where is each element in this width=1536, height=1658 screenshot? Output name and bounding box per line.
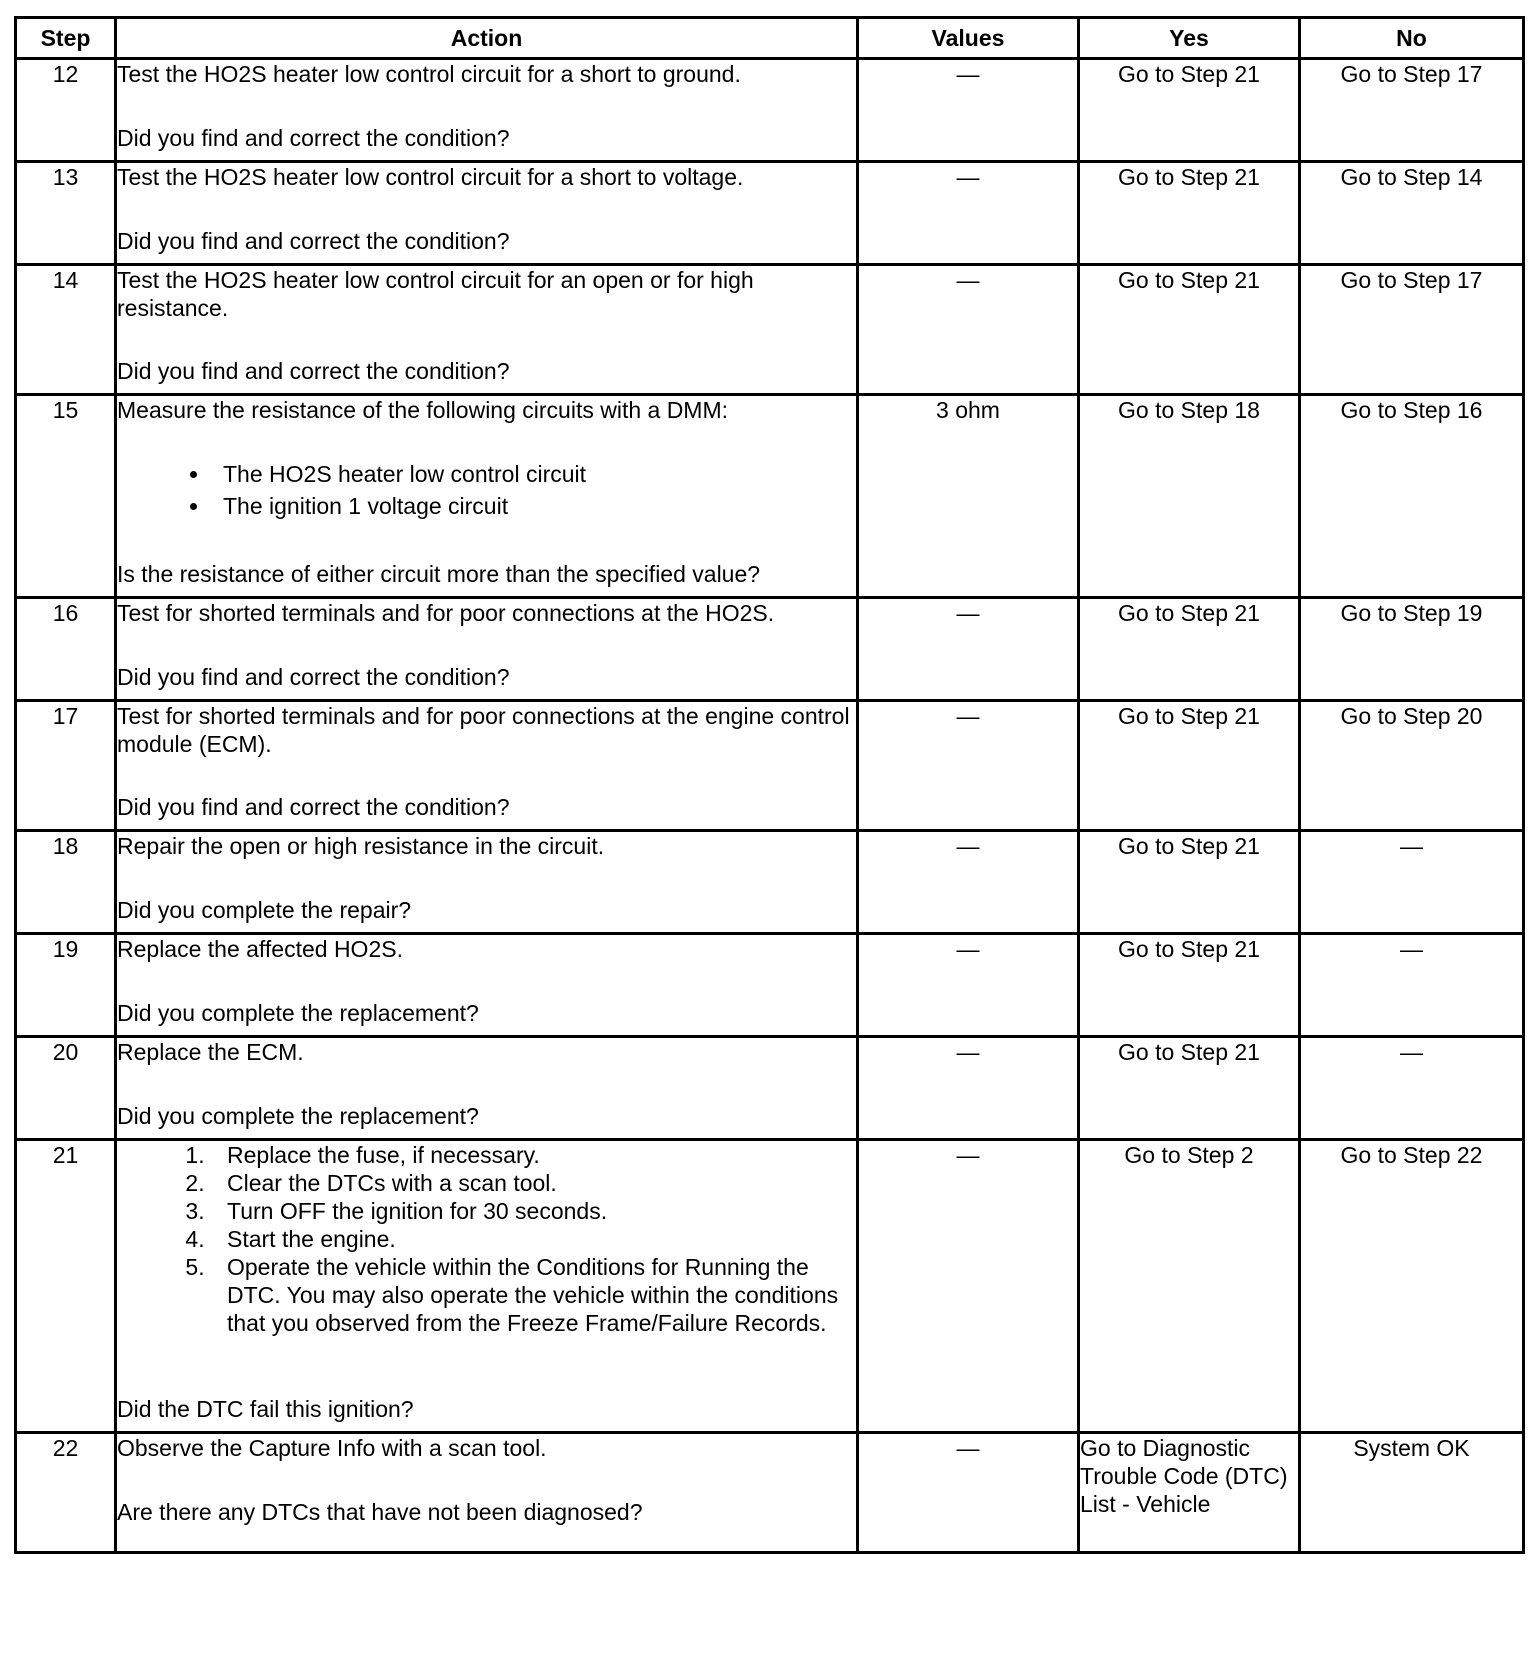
action-cell: [116, 598, 858, 701]
table-row: [16, 162, 1524, 265]
action-question: Did you complete the repair?: [117, 897, 412, 923]
action-text: Test for shorted terminals and for poor connections at the engine control module (ECM).: [117, 703, 850, 757]
action-question: Is the resistance of either circuit more than the specified value?: [117, 561, 761, 587]
action-text: Test for shorted terminals and for poor connections at the HO2S.: [117, 600, 775, 626]
no-cell: Go to Step 19: [1300, 598, 1524, 701]
table-row: [16, 1433, 1524, 1553]
value-cell: —: [858, 831, 1079, 934]
table-row: [16, 598, 1524, 701]
value-cell: —: [858, 59, 1079, 162]
table-row: [16, 831, 1524, 934]
yes-cell: Go to Step 21: [1079, 59, 1300, 162]
yes-cell: Go to Step 21: [1079, 162, 1300, 265]
action-cell: [116, 831, 858, 934]
yes-cell: Go to Step 21: [1079, 1037, 1300, 1140]
list-item: 2. Clear the DTCs with a scan tool.: [211, 1169, 856, 1197]
action-text: Test the HO2S heater low control circuit for an open or for high resistance.: [117, 267, 754, 321]
table-row: [16, 265, 1524, 395]
action-text: Repair the open or high resistance in the circuit.: [117, 833, 605, 859]
yes-cell: Go to Step 21: [1079, 934, 1300, 1037]
value-cell: —: [858, 162, 1079, 265]
action-text: Measure the resistance of the following circuits with a DMM:: [117, 397, 729, 423]
yes-cell: Go to Step 21: [1079, 831, 1300, 934]
action-cell: [116, 1140, 858, 1433]
value-cell: —: [858, 1037, 1079, 1140]
step-number: 12: [16, 59, 116, 162]
action-text: Observe the Capture Info with a scan tool.: [117, 1435, 547, 1461]
no-cell: Go to Step 22: [1300, 1140, 1524, 1433]
action-cell: [116, 265, 858, 395]
list-item: 1. Replace the fuse, if necessary.: [211, 1141, 856, 1169]
value-cell: —: [858, 1140, 1079, 1433]
no-cell: Go to Step 17: [1300, 265, 1524, 395]
no-cell: —: [1300, 831, 1524, 934]
no-cell: Go to Step 17: [1300, 59, 1524, 162]
action-question: Did you find and correct the condition?: [117, 228, 510, 254]
table-row: [16, 934, 1524, 1037]
no-cell: System OK: [1300, 1433, 1524, 1553]
action-cell: [116, 1433, 858, 1553]
yes-cell: Go to Step 21: [1079, 598, 1300, 701]
header-action: Action: [116, 18, 858, 59]
header-yes: Yes: [1079, 18, 1300, 59]
value-cell: —: [858, 701, 1079, 831]
yes-cell: Go to Step 2: [1079, 1140, 1300, 1433]
action-question: Did you find and correct the condition?: [117, 125, 510, 151]
action-question: Did you find and correct the condition?: [117, 358, 510, 384]
circuit-list: [117, 456, 856, 524]
header-values: Values: [858, 18, 1079, 59]
action-cell: [116, 162, 858, 265]
step-number: 16: [16, 598, 116, 701]
list-item: 3. Turn OFF the ignition for 30 seconds.: [211, 1197, 856, 1225]
diagnostic-table: [14, 16, 1525, 1554]
action-cell: [116, 934, 858, 1037]
action-cell: [116, 395, 858, 598]
value-cell: —: [858, 265, 1079, 395]
header-step: Step: [16, 18, 116, 59]
table-row: [16, 1037, 1524, 1140]
step-number: 17: [16, 701, 116, 831]
step-number: 18: [16, 831, 116, 934]
action-question: Did you complete the replacement?: [117, 1103, 479, 1129]
action-cell: [116, 1037, 858, 1140]
value-cell: —: [858, 598, 1079, 701]
step-number: 15: [16, 395, 116, 598]
no-cell: —: [1300, 1037, 1524, 1140]
action-question: Did you find and correct the condition?: [117, 794, 510, 820]
procedure-list: [117, 1141, 856, 1337]
action-text: Replace the ECM.: [117, 1039, 304, 1065]
step-number: 22: [16, 1433, 116, 1553]
action-text: Test the HO2S heater low control circuit for a short to ground.: [117, 61, 741, 87]
no-cell: Go to Step 20: [1300, 701, 1524, 831]
value-cell: —: [858, 934, 1079, 1037]
table-row: [16, 1140, 1524, 1433]
table-row: [16, 701, 1524, 831]
step-number: 14: [16, 265, 116, 395]
value-cell: —: [858, 1433, 1079, 1553]
action-text: Replace the affected HO2S.: [117, 936, 403, 962]
action-text: Test the HO2S heater low control circuit for a short to voltage.: [117, 164, 744, 190]
step-number: 21: [16, 1140, 116, 1433]
table-header-row: [16, 18, 1524, 59]
action-question: Did you complete the replacement?: [117, 1000, 479, 1026]
header-no: No: [1300, 18, 1524, 59]
yes-cell: Go to Diagnostic Trouble Code (DTC) List - Vehicle: [1079, 1433, 1300, 1553]
no-cell: Go to Step 14: [1300, 162, 1524, 265]
action-question: Did you find and correct the condition?: [117, 664, 510, 690]
list-item: • The HO2S heater low control circuit: [211, 460, 856, 488]
action-question: Did the DTC fail this ignition?: [117, 1396, 414, 1422]
list-item: 5. Operate the vehicle within the Conditions for Running the DTC. You may also operate the vehicle within the conditions that you observed from the Freeze Frame/Failure Records.: [211, 1253, 856, 1337]
no-cell: —: [1300, 934, 1524, 1037]
list-item: 4. Start the engine.: [211, 1225, 856, 1253]
value-cell: 3 ohm: [858, 395, 1079, 598]
step-number: 20: [16, 1037, 116, 1140]
table-row: [16, 395, 1524, 598]
yes-cell: Go to Step 21: [1079, 701, 1300, 831]
yes-cell: Go to Step 21: [1079, 265, 1300, 395]
action-cell: [116, 59, 858, 162]
action-question: Are there any DTCs that have not been diagnosed?: [117, 1499, 643, 1525]
step-number: 13: [16, 162, 116, 265]
list-item: • The ignition 1 voltage circuit: [211, 492, 856, 520]
no-cell: Go to Step 16: [1300, 395, 1524, 598]
step-number: 19: [16, 934, 116, 1037]
yes-cell: Go to Step 18: [1079, 395, 1300, 598]
action-cell: [116, 701, 858, 831]
table-row: [16, 59, 1524, 162]
